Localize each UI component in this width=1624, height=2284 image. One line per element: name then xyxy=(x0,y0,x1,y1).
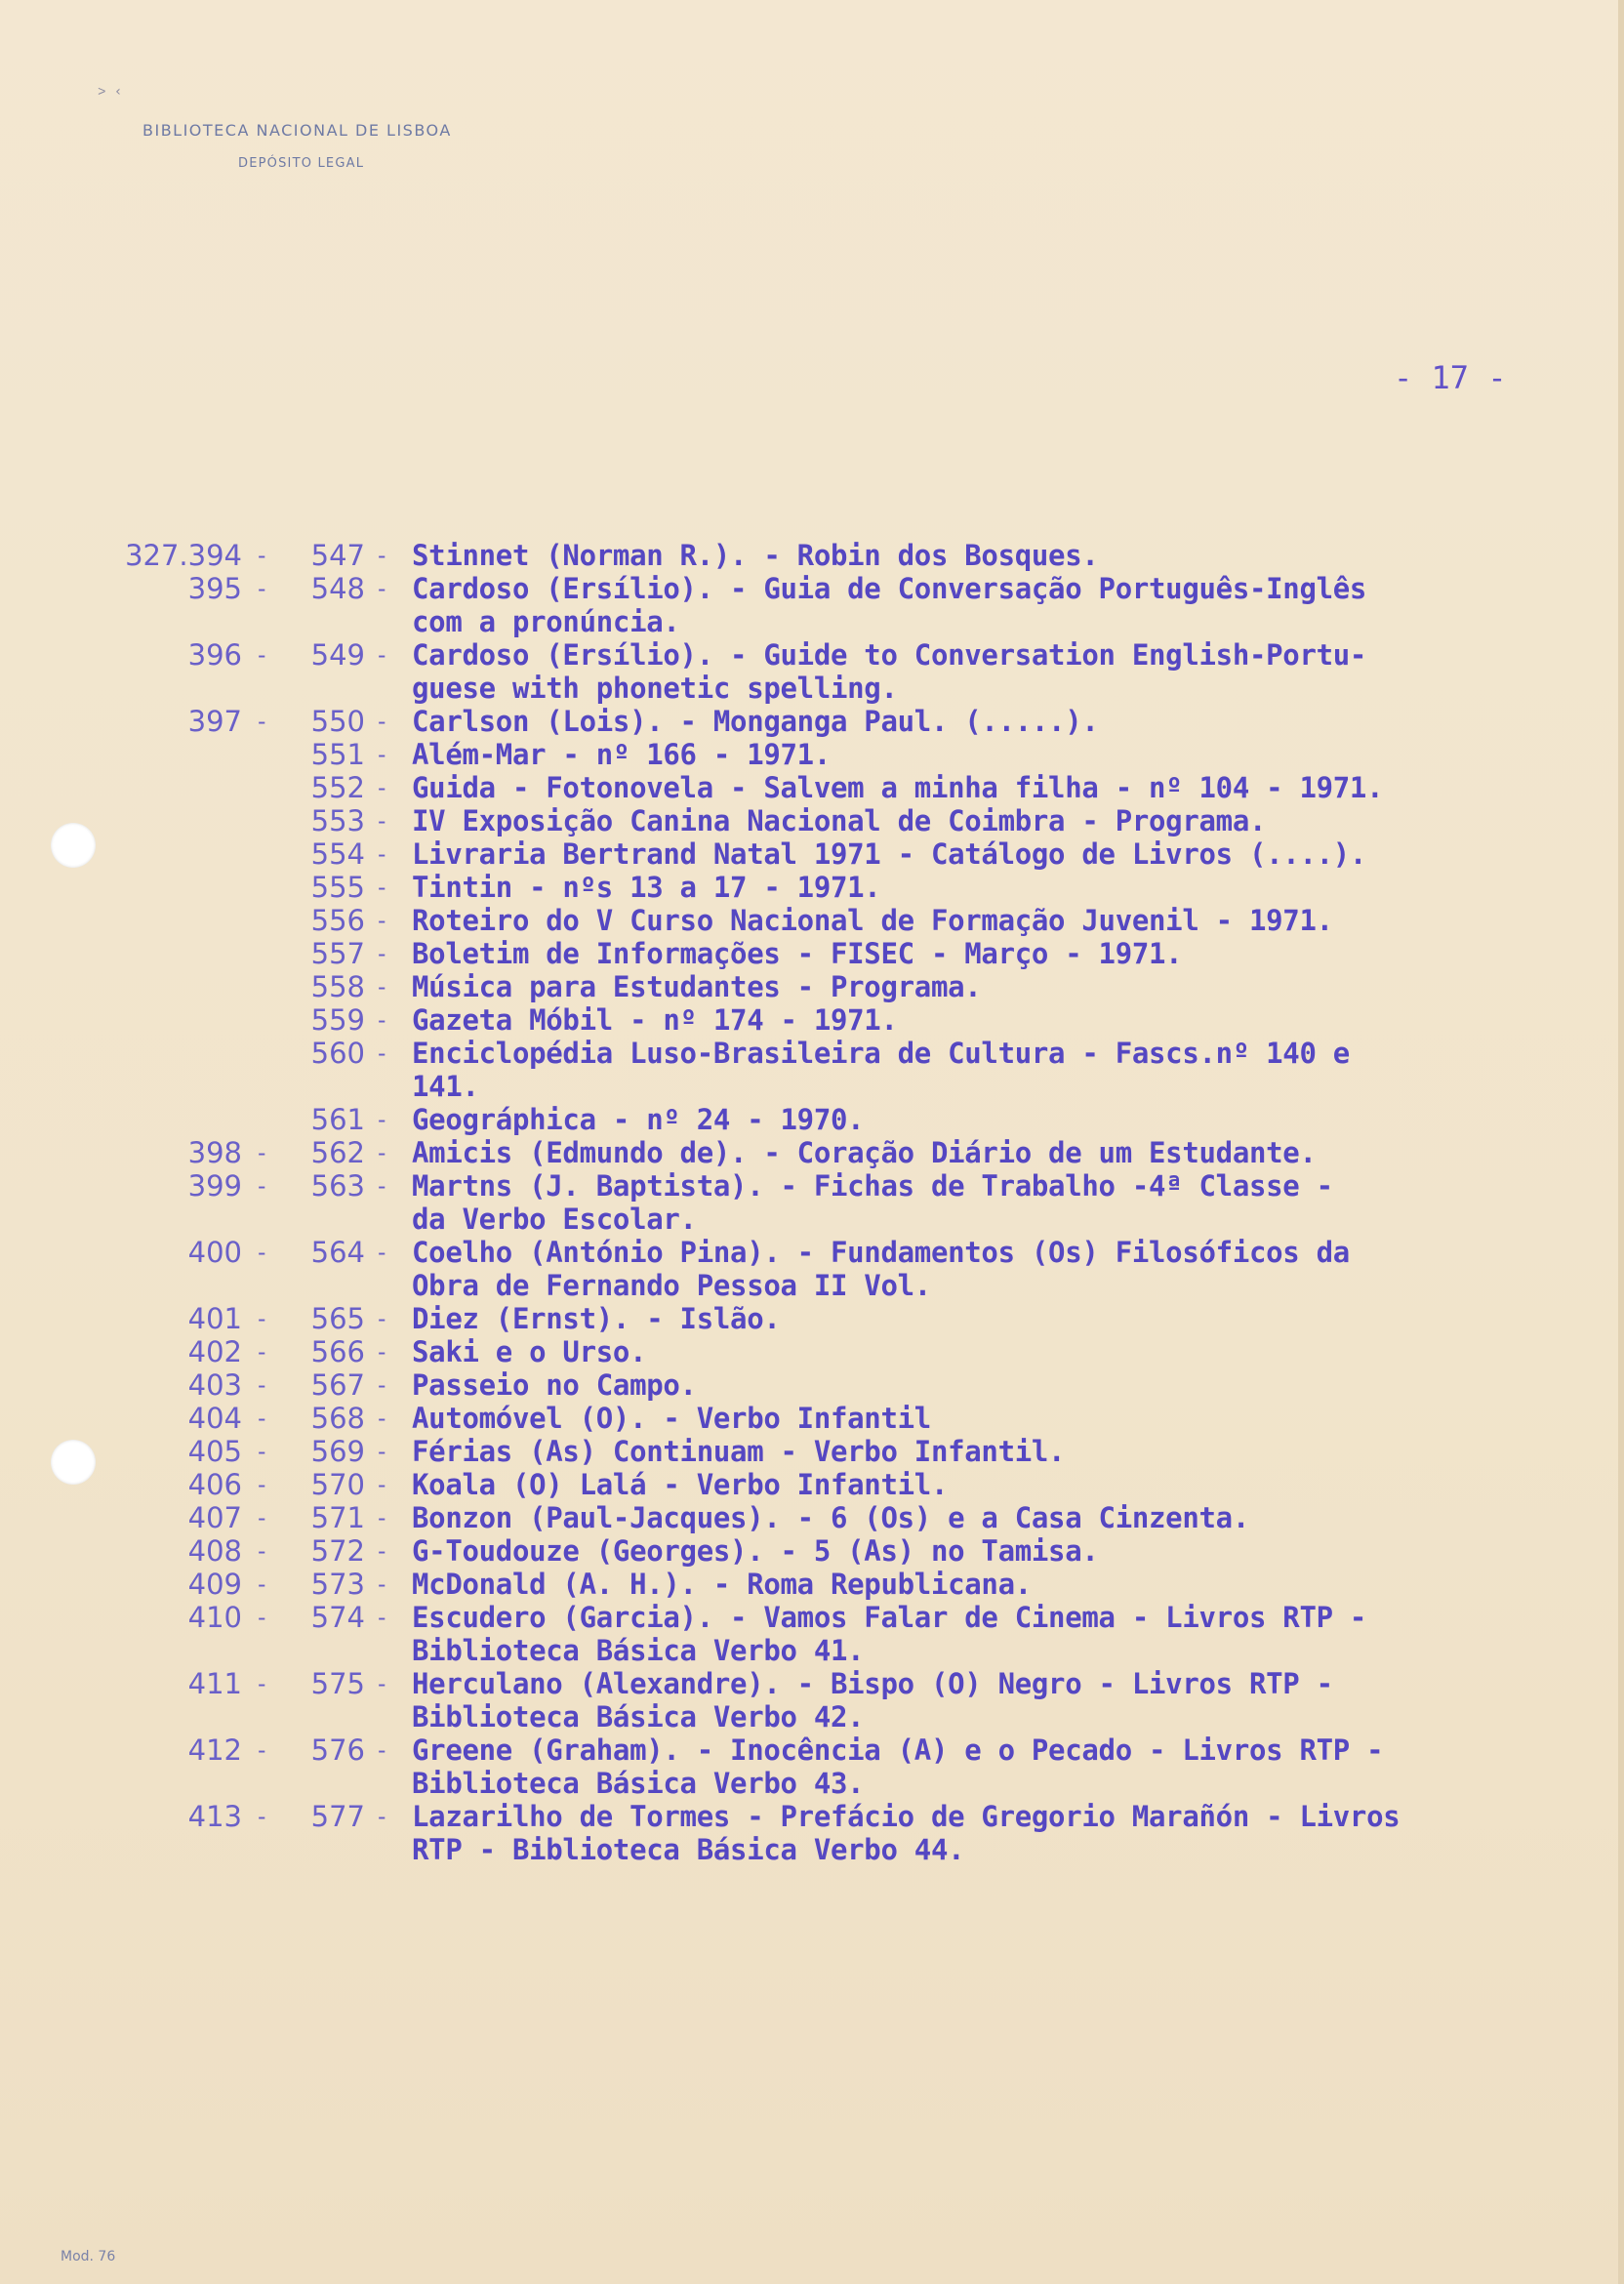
punch-hole xyxy=(51,1440,96,1485)
separator-dash: - xyxy=(375,940,389,967)
deposit-number: 563 xyxy=(310,1169,365,1203)
entry-text: Além-Mar - nº 166 - 1971. xyxy=(412,738,831,771)
entry-line xyxy=(98,738,1581,771)
entry-text: Enciclopédia Luso-Brasileira de Cultura - Fascs.nº 140 e xyxy=(412,1037,1350,1070)
entry-line xyxy=(98,1269,1581,1302)
entry-text: Martns (J. Baptista). - Fichas de Trabalho -4ª Classe - xyxy=(412,1169,1333,1203)
entry-line xyxy=(98,1534,1581,1568)
registry-number: 395 xyxy=(187,572,242,605)
entry-text: Boletim de Informações - FISEC - Março - 1971. xyxy=(412,937,1183,970)
entry-text: Cardoso (Ersílio). - Guia de Conversação Português-Inglês xyxy=(412,572,1367,605)
entry-line xyxy=(98,1070,1581,1103)
registry-number: 412 xyxy=(187,1733,242,1767)
separator-dash: - xyxy=(255,1803,269,1830)
separator-dash: - xyxy=(375,1438,389,1465)
entry-line xyxy=(98,1568,1581,1601)
deposit-number: 569 xyxy=(310,1435,365,1468)
separator-dash: - xyxy=(375,1570,389,1598)
entry-line xyxy=(98,1103,1581,1136)
entry-text: G-Toudouze (Georges). - 5 (As) no Tamisa. xyxy=(412,1534,1099,1568)
separator-dash: - xyxy=(375,1736,389,1764)
entry-line xyxy=(98,937,1581,970)
entry-line xyxy=(98,1003,1581,1037)
separator-dash: - xyxy=(375,1504,389,1531)
separator-dash: - xyxy=(375,1604,389,1631)
deposit-number: 577 xyxy=(310,1800,365,1833)
entry-text: Passeio no Campo. xyxy=(412,1368,697,1402)
separator-dash: - xyxy=(375,1006,389,1034)
entry-line xyxy=(98,904,1581,937)
entry-line xyxy=(98,1136,1581,1169)
deposit-number: 570 xyxy=(310,1468,365,1501)
entry-text: Escudero (Garcia). - Vamos Falar de Cinema - Livros RTP - xyxy=(412,1601,1367,1634)
deposit-number: 576 xyxy=(310,1733,365,1767)
registry-number: 405 xyxy=(187,1435,242,1468)
entry-line xyxy=(98,1667,1581,1700)
deposit-number: 572 xyxy=(310,1534,365,1568)
entry-text: Bonzon (Paul-Jacques). - 6 (Os) e a Casa Cinzenta. xyxy=(412,1501,1249,1534)
entry-line xyxy=(98,1402,1581,1435)
entry-line xyxy=(98,1203,1581,1236)
deposit-number: 557 xyxy=(310,937,365,970)
entry-line xyxy=(98,804,1581,837)
entry-text: Roteiro do V Curso Nacional de Formação Juvenil - 1971. xyxy=(412,904,1333,937)
separator-dash: - xyxy=(255,1405,269,1432)
deposit-number: 566 xyxy=(310,1335,365,1368)
entry-text: Diez (Ernst). - Islão. xyxy=(412,1302,781,1335)
entry-text: Geográphica - nº 24 - 1970. xyxy=(412,1103,865,1136)
registry-number: 402 xyxy=(187,1335,242,1368)
separator-dash: - xyxy=(375,741,389,768)
entry-line xyxy=(98,1435,1581,1468)
registry-number: 410 xyxy=(187,1601,242,1634)
registry-number: 398 xyxy=(187,1136,242,1169)
registry-number: 401 xyxy=(187,1302,242,1335)
entry-line xyxy=(98,837,1581,871)
deposit-number: 560 xyxy=(310,1037,365,1070)
deposit-number: 573 xyxy=(310,1568,365,1601)
entry-line xyxy=(98,871,1581,904)
separator-dash: - xyxy=(255,1139,269,1166)
entry-line xyxy=(98,705,1581,738)
separator-dash: - xyxy=(375,1040,389,1067)
separator-dash: - xyxy=(255,1670,269,1697)
deposit-number: 565 xyxy=(310,1302,365,1335)
separator-dash: - xyxy=(255,542,269,569)
entry-line xyxy=(98,1601,1581,1634)
entry-text: Amicis (Edmundo de). - Coração Diário de um Estudante. xyxy=(412,1136,1317,1169)
deposit-number: 550 xyxy=(310,705,365,738)
deposit-number: 551 xyxy=(310,738,365,771)
separator-dash: - xyxy=(375,575,389,602)
registry-number: 407 xyxy=(187,1501,242,1534)
entry-text: Koala (O) Lalá - Verbo Infantil. xyxy=(412,1468,949,1501)
separator-dash: - xyxy=(255,1239,269,1266)
separator-dash: - xyxy=(255,641,269,669)
entry-text: com a pronúncia. xyxy=(412,605,680,638)
entry-text: Automóvel (O). - Verbo Infantil xyxy=(412,1402,931,1435)
deposit-number: 559 xyxy=(310,1003,365,1037)
separator-dash: - xyxy=(255,1471,269,1498)
entry-text: Livraria Bertrand Natal 1971 - Catálogo de Livros (....). xyxy=(412,837,1367,871)
entry-line xyxy=(98,1634,1581,1667)
entry-line xyxy=(98,970,1581,1003)
separator-dash: - xyxy=(255,1604,269,1631)
page-number: - 17 - xyxy=(1394,359,1507,396)
entry-line xyxy=(98,1800,1581,1833)
entry-line xyxy=(98,672,1581,705)
deposit-number: 553 xyxy=(310,804,365,837)
entry-text: Música para Estudantes - Programa. xyxy=(412,970,982,1003)
separator-dash: - xyxy=(255,1338,269,1366)
header-organization: BIBLIOTECA NACIONAL DE LISBOA xyxy=(142,121,452,140)
entry-text: Biblioteca Básica Verbo 42. xyxy=(412,1700,865,1733)
separator-dash: - xyxy=(375,874,389,901)
separator-dash: - xyxy=(375,807,389,835)
separator-dash: - xyxy=(375,1172,389,1200)
registry-number: 408 xyxy=(187,1534,242,1568)
entry-text: Greene (Graham). - Inocência (A) e o Pecado - Livros RTP - xyxy=(412,1733,1384,1767)
entry-line xyxy=(98,539,1581,572)
separator-dash: - xyxy=(375,840,389,868)
deposit-number: 567 xyxy=(310,1368,365,1402)
separator-dash: - xyxy=(375,1405,389,1432)
deposit-number: 555 xyxy=(310,871,365,904)
separator-dash: - xyxy=(255,708,269,735)
separator-dash: - xyxy=(255,1537,269,1565)
entry-text: Guida - Fotonovela - Salvem a minha filha - nº 104 - 1971. xyxy=(412,771,1384,804)
entry-text: Coelho (António Pina). - Fundamentos (Os) Filosóficos da xyxy=(412,1236,1350,1269)
separator-dash: - xyxy=(255,1305,269,1332)
registry-number: 399 xyxy=(187,1169,242,1203)
registry-number: 411 xyxy=(187,1667,242,1700)
entry-text: Tintin - nºs 13 a 17 - 1971. xyxy=(412,871,881,904)
registry-number: 413 xyxy=(187,1800,242,1833)
separator-dash: - xyxy=(375,1239,389,1266)
entry-line xyxy=(98,1335,1581,1368)
punch-hole xyxy=(51,823,96,868)
entry-text: Stinnet (Norman R.). - Robin dos Bosques. xyxy=(412,539,1099,572)
entry-text: Obra de Fernando Pessoa II Vol. xyxy=(412,1269,931,1302)
entry-text: Gazeta Móbil - nº 174 - 1971. xyxy=(412,1003,898,1037)
entry-line xyxy=(98,638,1581,672)
deposit-number: 549 xyxy=(310,638,365,672)
deposit-number: 561 xyxy=(310,1103,365,1136)
entry-text: Saki e o Urso. xyxy=(412,1335,647,1368)
entry-line xyxy=(98,1501,1581,1534)
entry-line xyxy=(98,1169,1581,1203)
entry-text: IV Exposição Canina Nacional de Coimbra - Programa. xyxy=(412,804,1267,837)
deposit-number: 554 xyxy=(310,837,365,871)
registry-number: 327.394 xyxy=(125,539,242,572)
separator-dash: - xyxy=(255,575,269,602)
separator-dash: - xyxy=(255,1736,269,1764)
separator-dash: - xyxy=(375,973,389,1000)
separator-dash: - xyxy=(375,1471,389,1498)
separator-dash: - xyxy=(375,542,389,569)
entry-text: Lazarilho de Tormes - Prefácio de Gregorio Marañón - Livros xyxy=(412,1800,1401,1833)
separator-dash: - xyxy=(375,907,389,934)
entry-text: Biblioteca Básica Verbo 41. xyxy=(412,1634,865,1667)
separator-dash: - xyxy=(255,1371,269,1399)
deposit-number: 564 xyxy=(310,1236,365,1269)
separator-dash: - xyxy=(375,1305,389,1332)
registry-number: 404 xyxy=(187,1402,242,1435)
separator-dash: - xyxy=(375,1338,389,1366)
separator-dash: - xyxy=(375,1139,389,1166)
entry-line xyxy=(98,771,1581,804)
separator-dash: - xyxy=(375,1803,389,1830)
deposit-number: 562 xyxy=(310,1136,365,1169)
deposit-number: 568 xyxy=(310,1402,365,1435)
entry-text: Cardoso (Ersílio). - Guide to Conversation English-Portu- xyxy=(412,638,1367,672)
entry-line xyxy=(98,572,1581,605)
entry-text: 141. xyxy=(412,1070,479,1103)
deposit-entry-list xyxy=(98,539,1581,1866)
separator-dash: - xyxy=(255,1438,269,1465)
separator-dash: - xyxy=(375,641,389,669)
entry-line xyxy=(98,1468,1581,1501)
entry-line xyxy=(98,1733,1581,1767)
separator-dash: - xyxy=(375,708,389,735)
registry-number: 397 xyxy=(187,705,242,738)
entry-line xyxy=(98,1368,1581,1402)
entry-text: Carlson (Lois). - Monganga Paul. (.....). xyxy=(412,705,1099,738)
deposit-number: 575 xyxy=(310,1667,365,1700)
entry-line xyxy=(98,1767,1581,1800)
entry-line xyxy=(98,1236,1581,1269)
registry-number: 400 xyxy=(187,1236,242,1269)
separator-dash: - xyxy=(375,774,389,801)
entry-text: McDonald (A. H.). - Roma Republicana. xyxy=(412,1568,1032,1601)
entry-text: da Verbo Escolar. xyxy=(412,1203,697,1236)
deposit-number: 552 xyxy=(310,771,365,804)
deposit-number: 547 xyxy=(310,539,365,572)
registry-number: 396 xyxy=(187,638,242,672)
separator-dash: - xyxy=(375,1670,389,1697)
deposit-number: 571 xyxy=(310,1501,365,1534)
entry-text: guese with phonetic spelling. xyxy=(412,672,898,705)
deposit-number: 548 xyxy=(310,572,365,605)
header-department: DEPÓSITO LEGAL xyxy=(238,156,365,171)
entry-text: Biblioteca Básica Verbo 43. xyxy=(412,1767,865,1800)
entry-text: RTP - Biblioteca Básica Verbo 44. xyxy=(412,1833,965,1866)
separator-dash: - xyxy=(375,1106,389,1133)
entry-line xyxy=(98,1700,1581,1733)
separator-dash: - xyxy=(375,1537,389,1565)
entry-text: Férias (As) Continuam - Verbo Infantil. xyxy=(412,1435,1066,1468)
separator-dash: - xyxy=(255,1504,269,1531)
deposit-number: 574 xyxy=(310,1601,365,1634)
separator-dash: - xyxy=(255,1570,269,1598)
entry-line xyxy=(98,1833,1581,1866)
entry-line xyxy=(98,1302,1581,1335)
registry-number: 406 xyxy=(187,1468,242,1501)
separator-dash: - xyxy=(255,1172,269,1200)
deposit-number: 558 xyxy=(310,970,365,1003)
form-code: Mod. 76 xyxy=(61,2249,116,2264)
registry-number: 409 xyxy=(187,1568,242,1601)
separator-dash: - xyxy=(375,1371,389,1399)
entry-line xyxy=(98,1037,1581,1070)
entry-line xyxy=(98,605,1581,638)
registry-number: 403 xyxy=(187,1368,242,1402)
corner-mark: ˃ ‹ xyxy=(98,84,123,100)
deposit-number: 556 xyxy=(310,904,365,937)
entry-text: Herculano (Alexandre). - Bispo (O) Negro - Livros RTP - xyxy=(412,1667,1333,1700)
